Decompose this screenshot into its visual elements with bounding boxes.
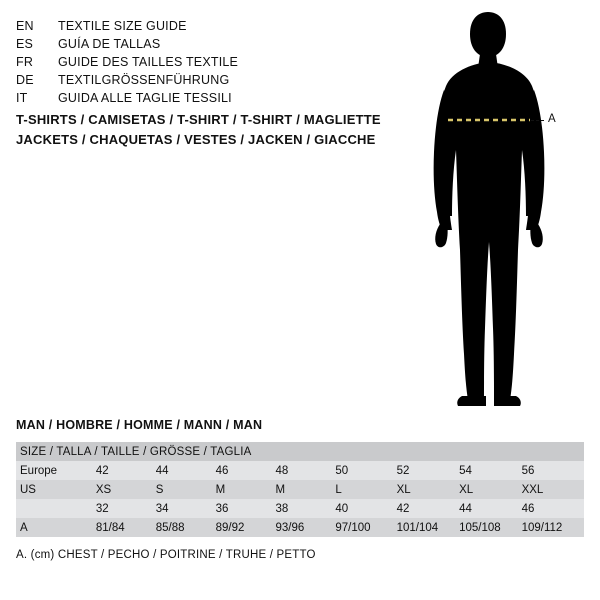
table-cell: 40 (335, 499, 396, 518)
category-block (16, 110, 436, 150)
table-cell: 52 (397, 461, 460, 480)
table-cell: 36 (216, 499, 276, 518)
table-header-label: SIZE / TALLA / TAILLE / GRÖSSE / TAGLIA (16, 442, 584, 461)
table-cell: 101/104 (397, 518, 460, 537)
category-line-tshirts: T-SHIRTS / CAMISETAS / T-SHIRT / T-SHIRT / MAGLIETTE (16, 112, 381, 127)
table-row (16, 518, 584, 537)
table-cell: 109/112 (522, 518, 584, 537)
language-code: EN (16, 19, 34, 33)
table-cell: 97/100 (335, 518, 396, 537)
measure-label-a: A (548, 113, 556, 125)
language-text: TEXTILE SIZE GUIDE (58, 19, 187, 33)
table-cell: 42 (397, 499, 460, 518)
table-cell: 44 (459, 499, 522, 518)
table-cell: L (335, 480, 396, 499)
language-code: ES (16, 37, 34, 51)
language-code: FR (16, 55, 34, 69)
category-line-jackets: JACKETS / CHAQUETAS / VESTES / JACKEN / GIACCHE (16, 132, 376, 147)
table-cell: 42 (96, 461, 156, 480)
table-cell: XS (96, 480, 156, 499)
language-text: GUÍA DE TALLAS (58, 37, 161, 51)
language-row (16, 71, 416, 89)
measure-leader-line (531, 120, 544, 121)
table-row (16, 499, 584, 518)
male-body-silhouette-icon (400, 10, 600, 410)
table-cell: S (156, 480, 216, 499)
size-table (16, 442, 584, 537)
table-title: MAN / HOMBRE / HOMME / MANN / MAN (16, 418, 263, 432)
table-cell: 46 (522, 499, 584, 518)
table-cell: 46 (216, 461, 276, 480)
table-cell: 50 (335, 461, 396, 480)
table-header-row (16, 442, 584, 461)
language-code: DE (16, 73, 34, 87)
table-row (16, 461, 584, 480)
row-label: Europe (16, 461, 96, 480)
row-label: US (16, 480, 96, 499)
table-cell: XXL (522, 480, 584, 499)
language-guide-block (16, 17, 416, 107)
table-cell: 81/84 (96, 518, 156, 537)
table-cell: 89/92 (216, 518, 276, 537)
table-cell: XL (459, 480, 522, 499)
table-cell: 85/88 (156, 518, 216, 537)
language-row (16, 17, 416, 35)
table-cell: M (216, 480, 276, 499)
table-cell: 56 (522, 461, 584, 480)
table-cell: 105/108 (459, 518, 522, 537)
table-cell: 48 (275, 461, 335, 480)
row-label: A (16, 518, 96, 537)
language-text: GUIDA ALLE TAGLIE TESSILI (58, 91, 232, 105)
language-row (16, 53, 416, 71)
table-cell: 54 (459, 461, 522, 480)
language-text: TEXTILGRÖSSENFÜHRUNG (58, 73, 230, 87)
table-cell: 32 (96, 499, 156, 518)
body-figure (400, 10, 600, 410)
language-row (16, 35, 416, 53)
table-cell: XL (397, 480, 460, 499)
table-cell: 38 (275, 499, 335, 518)
language-row (16, 89, 416, 107)
table-cell: 93/96 (275, 518, 335, 537)
table-cell: 34 (156, 499, 216, 518)
language-code: IT (16, 91, 28, 105)
table-cell: 44 (156, 461, 216, 480)
row-label (16, 499, 96, 518)
table-cell: M (275, 480, 335, 499)
footnote: A. (cm) CHEST / PECHO / POITRINE / TRUHE / PETTO (16, 549, 316, 561)
language-text: GUIDE DES TAILLES TEXTILE (58, 55, 239, 69)
table-row (16, 480, 584, 499)
